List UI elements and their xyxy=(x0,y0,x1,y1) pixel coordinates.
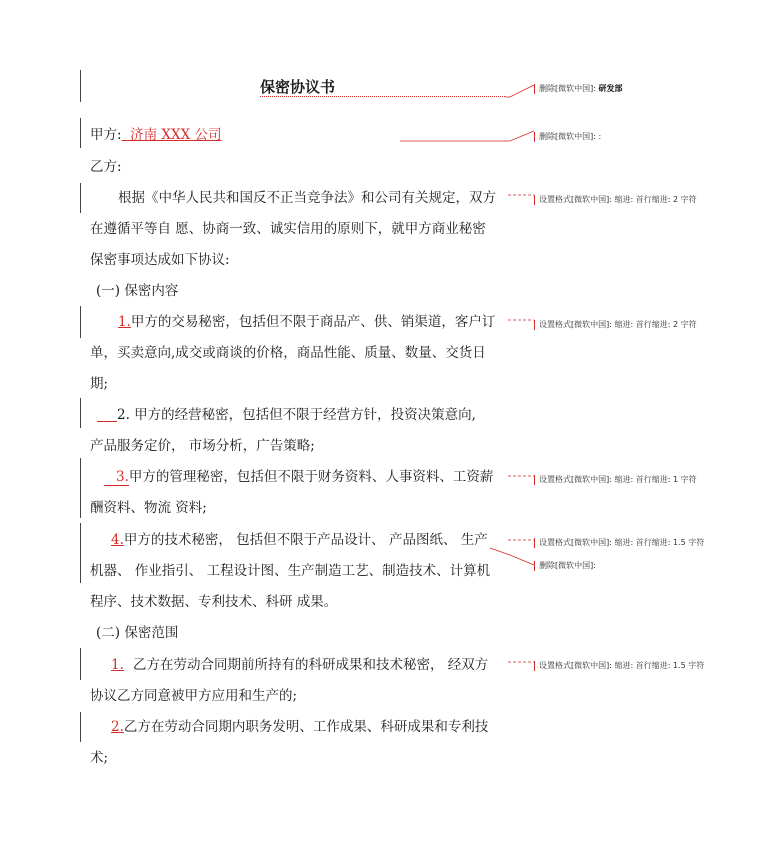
document-title xyxy=(260,78,505,97)
item-number: 1. xyxy=(111,657,124,673)
change-bar xyxy=(80,70,81,102)
note-text: 设置格式[微软中国]: 缩进: 首行缩进: 1.5 字符 xyxy=(539,661,705,670)
list-item-line xyxy=(97,406,476,424)
title-text: 保密协议书 xyxy=(260,78,336,96)
change-bar xyxy=(80,523,81,583)
item-number: 4. xyxy=(111,532,124,548)
change-bar xyxy=(80,712,81,742)
revision-note xyxy=(534,661,704,671)
change-bar xyxy=(80,306,81,338)
revision-note xyxy=(534,475,697,485)
party-a-line xyxy=(90,126,404,144)
list-item-line: 术; xyxy=(90,750,109,766)
note-text: 设置格式[微软中国]: 缩进: 首行缩进: 1.5 字符 xyxy=(539,538,705,547)
list-item-line: 期; xyxy=(90,376,109,392)
note-text: 删除[微软中国]: xyxy=(539,561,596,570)
party-a-label: 甲方: xyxy=(90,127,122,143)
item-text: 甲方的管理秘密，包括但不限于财务资料、人事资料、工资薪 xyxy=(128,469,494,485)
revision-note xyxy=(534,561,596,571)
list-item-line xyxy=(111,718,488,736)
change-bar xyxy=(80,398,81,428)
revision-note xyxy=(534,538,704,548)
change-bar xyxy=(80,183,81,213)
item-text: 甲方的技术秘密， 包括但不限于产品设计、 产品图纸、 生产 xyxy=(123,532,488,548)
item-number-insert xyxy=(97,406,117,422)
item-text: 甲方的交易秘密，包括但不限于商品产、供、销渠道，客户订 xyxy=(130,314,496,330)
connector-line xyxy=(505,85,534,97)
list-item-line: 协议乙方同意被甲方应用和生产的; xyxy=(90,688,298,704)
change-bar xyxy=(80,648,81,680)
list-item-line xyxy=(118,313,495,331)
list-item-line: 机器、 作业指引、 工程设计图、生产制造工艺、制造技术、计算机 xyxy=(90,563,491,579)
party-b-label: 乙方: xyxy=(90,159,122,175)
item-text: 2. 甲方的经营秘密，包括但不限于经营方针，投资决策意向, xyxy=(117,407,476,423)
change-bar xyxy=(80,118,81,148)
note-text: 删除[微软中国]: : xyxy=(539,132,602,141)
list-item-line: 单，买卖意向,成交或商谈的价格，商品性能、质量、数量、交货日 xyxy=(90,345,486,361)
item-text: 乙方在劳动合同期前所持有的科研成果和技术秘密， 经双方 xyxy=(133,657,489,673)
list-item-line xyxy=(111,656,488,674)
item-text: 乙方在劳动合同期内职务发明、工作成果、科研成果和专利技 xyxy=(123,719,489,735)
list-item-line xyxy=(111,531,488,549)
list-item-line: 酬资料、物流 资料; xyxy=(90,500,207,516)
list-item-line xyxy=(104,468,493,486)
section-heading: (二) 保密范围 xyxy=(96,625,179,641)
paragraph-line: 根据《中华人民共和国反不正当竞争法》和公司有关规定，双方 xyxy=(118,190,496,206)
note-text: 删除[微软中国]: xyxy=(539,84,599,93)
revision-note xyxy=(534,84,622,94)
connector-line xyxy=(400,131,534,141)
note-text: 设置格式[微软中国]: 缩进: 首行缩进: 1 字符 xyxy=(539,475,697,484)
list-item-line: 程序、技术数据、专利技术、科研 成果。 xyxy=(90,594,338,610)
change-bar xyxy=(80,458,81,518)
item-number: 3. xyxy=(104,469,129,486)
note-text: 设置格式[微软中国]: 缩进: 首行缩进: 2 字符 xyxy=(539,320,697,329)
paragraph-line: 在遵循平等自 愿、协商一致、诚实信用的原则下，就甲方商业秘密 xyxy=(90,221,486,237)
paragraph-line: 保密事项达成如下协议: xyxy=(90,252,230,268)
connector-line xyxy=(490,548,534,565)
revision-note xyxy=(534,320,697,330)
list-item-line: 产品服务定价， 市场分析，广告策略; xyxy=(90,438,315,454)
note-text: 设置格式[微软中国]: 缩进: 首行缩进: 2 字符 xyxy=(539,195,697,204)
revision-note xyxy=(534,195,697,205)
section-heading: (一) 保密内容 xyxy=(96,283,179,299)
party-a-value: 济南 XXX 公司 xyxy=(121,127,222,143)
revision-note xyxy=(534,132,601,142)
item-number: 2. xyxy=(111,719,124,735)
note-deleted-text: 研发部 xyxy=(598,84,623,93)
item-number: 1. xyxy=(118,314,131,330)
